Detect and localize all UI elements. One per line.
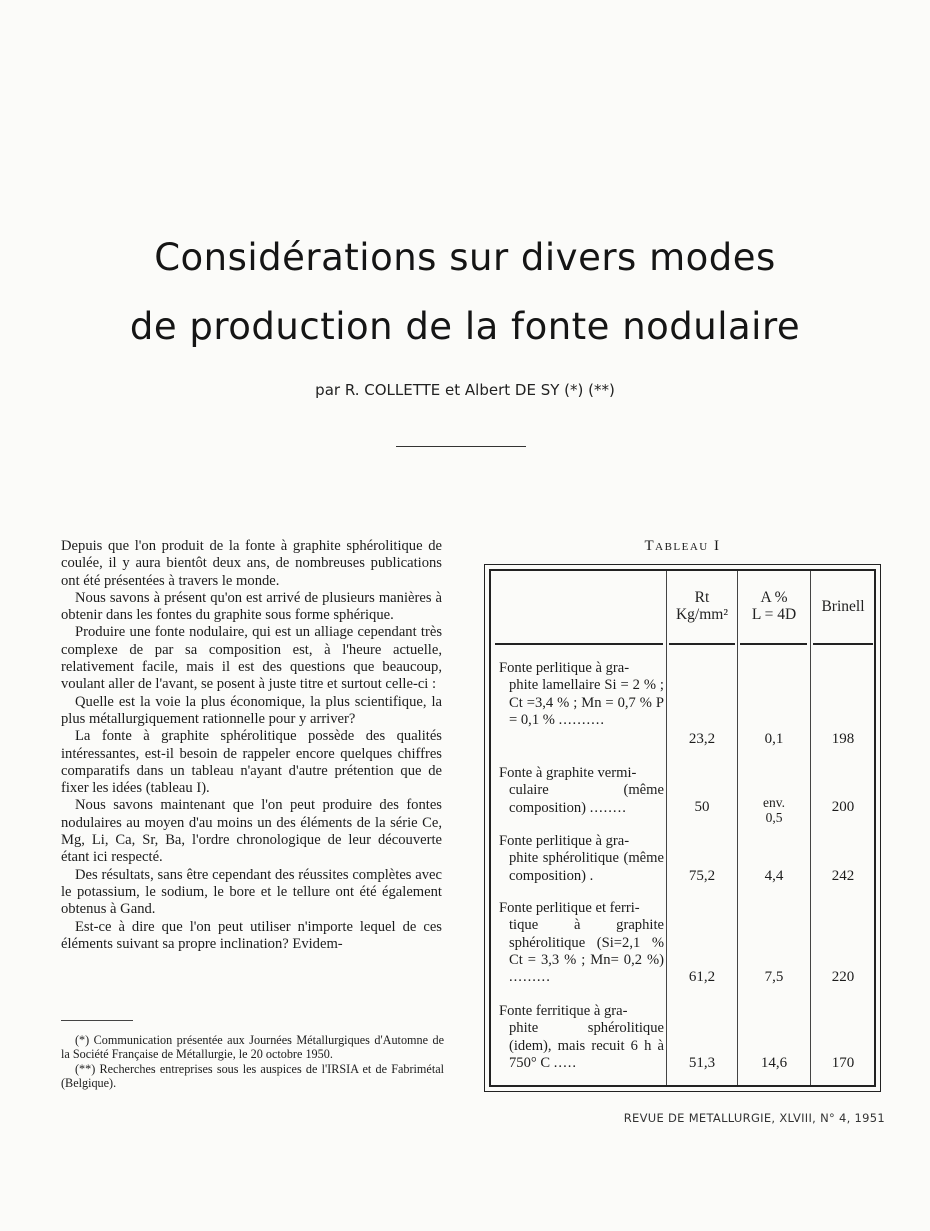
leader-dots: ..........: [558, 711, 606, 728]
table-row-label: [499, 1003, 664, 1072]
header-rule: [813, 643, 873, 645]
paragraph: Produire une fonte nodulaire, qui est un alliage cependant très complexe de par sa composition est, à l'heure actuelle, relativement facile, mais il est des questions que beaucoup, voulant aller de l'avant, se posent à juste titre et surtout celle-ci :: [61, 624, 442, 693]
header-brinell: Brinell: [821, 598, 865, 615]
header-rule: [669, 643, 735, 645]
column-divider: [666, 571, 667, 1085]
paragraph: Est-ce à dire que l'on peut utiliser n'importe lequel de ces éléments suivant sa propre inclination? Evidem-: [61, 918, 442, 952]
cell-brinell: 170: [831, 1055, 855, 1071]
paragraph: Nous savons à présent qu'on est arrivé de plusieurs manières à obtenir dans les fontes du graphite sous forme sphérique.: [61, 589, 442, 624]
cell-rt: 75,2: [688, 868, 716, 884]
title-line-2: de production de la fonte nodulaire: [129, 305, 801, 348]
header-a-symbol: A %: [760, 589, 788, 606]
paragraph: Depuis que l'on produit de la fonte à graphite sphérolitique de coulée, il y aura bientôt deux ans, de nombreuses publications ont été présentées à travers le monde.: [61, 538, 442, 589]
cell-a: 0,1: [764, 731, 784, 747]
title-line-1: Considérations sur divers modes: [154, 236, 776, 279]
paragraph: Nous savons maintenant que l'on peut produire des fontes nodulaires au moyen d'au moins un des éléments de la série Ce, Mg, Li, Ca, Sr, Ba, l'ordre chronologique de leur découverte étant ici respecté.: [61, 797, 442, 866]
byline: par R. COLLETTE et Albert DE SY (*) (**): [315, 381, 615, 399]
column-divider: [810, 571, 811, 1085]
row-label-cont: tique à graphite sphérolitique (Si=2,1 % Ct = 3,3 % ; Mn= 0,2 %): [509, 917, 664, 968]
cell-a: 4,4: [764, 868, 784, 884]
cell-brinell: 242: [831, 868, 855, 884]
row-label-cont: phite lamellaire Si = 2 % ; Ct =3,4 % ; Mn = 0,7 % P = 0,1 %: [509, 677, 664, 728]
header-a-gauge: L = 4D: [751, 606, 797, 623]
row-label-first: Fonte perlitique et ferri-: [499, 900, 640, 916]
data-table: [484, 564, 881, 1092]
table-row-label: [499, 765, 664, 817]
cell-rt: 61,2: [688, 969, 716, 985]
cell-brinell: 220: [831, 969, 855, 985]
row-label-first: Fonte à graphite vermi-: [499, 765, 637, 781]
separator-rule: [396, 446, 526, 447]
leader-dots: .........: [509, 969, 551, 986]
table-row-label: [499, 833, 664, 885]
table-row-label: [499, 660, 664, 729]
row-label-cont: culaire (même composition): [509, 782, 664, 816]
cell-rt: 50: [694, 799, 710, 815]
paragraph: La fonte à graphite sphérolitique possède des qualités intéressantes, est-il besoin de rappeler encore quelques chiffres comparatifs dans un tableau n'ayant d'autre prétention que de fixer les idées (tableau I).: [61, 728, 442, 797]
header-rt-symbol: Rt: [694, 589, 710, 606]
paragraph: Quelle est la voie la plus économique, la plus scientifique, la plus métallurgiquement rationnelle pour y arriver?: [61, 693, 442, 727]
body-text: [61, 538, 442, 953]
cell-brinell: 200: [831, 799, 855, 815]
cell-a: 7,5: [764, 969, 784, 985]
paragraph: Des résultats, sans être cependant des réussites complètes avec le potassium, le sodium, le bore et le tellure ont été également obtenus à Gand.: [61, 866, 442, 918]
cell-a: 14,6: [760, 1055, 788, 1071]
header-rt: [667, 589, 737, 623]
footnote: (**) Recherches entreprises sous les auspices de l'IRSIA et de Fabrimétal (Belgique).: [61, 1061, 444, 1091]
journal-footer: REVUE DE METALLURGIE, XLVIII, N° 4, 1951: [623, 1111, 885, 1125]
table-caption: Tableau I: [644, 538, 721, 554]
table-inner-border: [489, 569, 876, 1087]
leader-dots: ........: [589, 799, 627, 816]
footnote-rule: [61, 1020, 133, 1021]
cell-rt: 51,3: [688, 1055, 716, 1071]
footnotes: [61, 1033, 444, 1091]
header-elongation: [738, 589, 810, 623]
cell-a-note: env.: [763, 795, 785, 810]
table-row-label: [499, 900, 664, 986]
row-label-cont: phite sphérolitique (idem), mais recuit 6 h à 750° C: [509, 1020, 664, 1071]
header-rule: [740, 643, 807, 645]
cell-a: [738, 795, 810, 825]
leader-dots: .....: [553, 1054, 578, 1071]
row-label-first: Fonte perlitique à gra-: [499, 833, 630, 849]
cell-rt: 23,2: [688, 731, 716, 747]
row-label-cont: phite sphérolitique (même composition) .: [509, 850, 664, 884]
row-label-first: Fonte ferritique à gra-: [499, 1003, 628, 1019]
row-label-first: Fonte perlitique à gra-: [499, 660, 630, 676]
footnote: (*) Communication présentée aux Journées Métallurgiques d'Automne de la Société Française de Métallurgie, le 20 octobre 1950.: [61, 1033, 444, 1062]
header-rule: [495, 643, 663, 645]
cell-a-value: 0,5: [765, 810, 783, 825]
cell-brinell: 198: [831, 731, 855, 747]
header-rt-unit: Kg/mm²: [675, 606, 728, 623]
column-divider: [737, 571, 738, 1085]
